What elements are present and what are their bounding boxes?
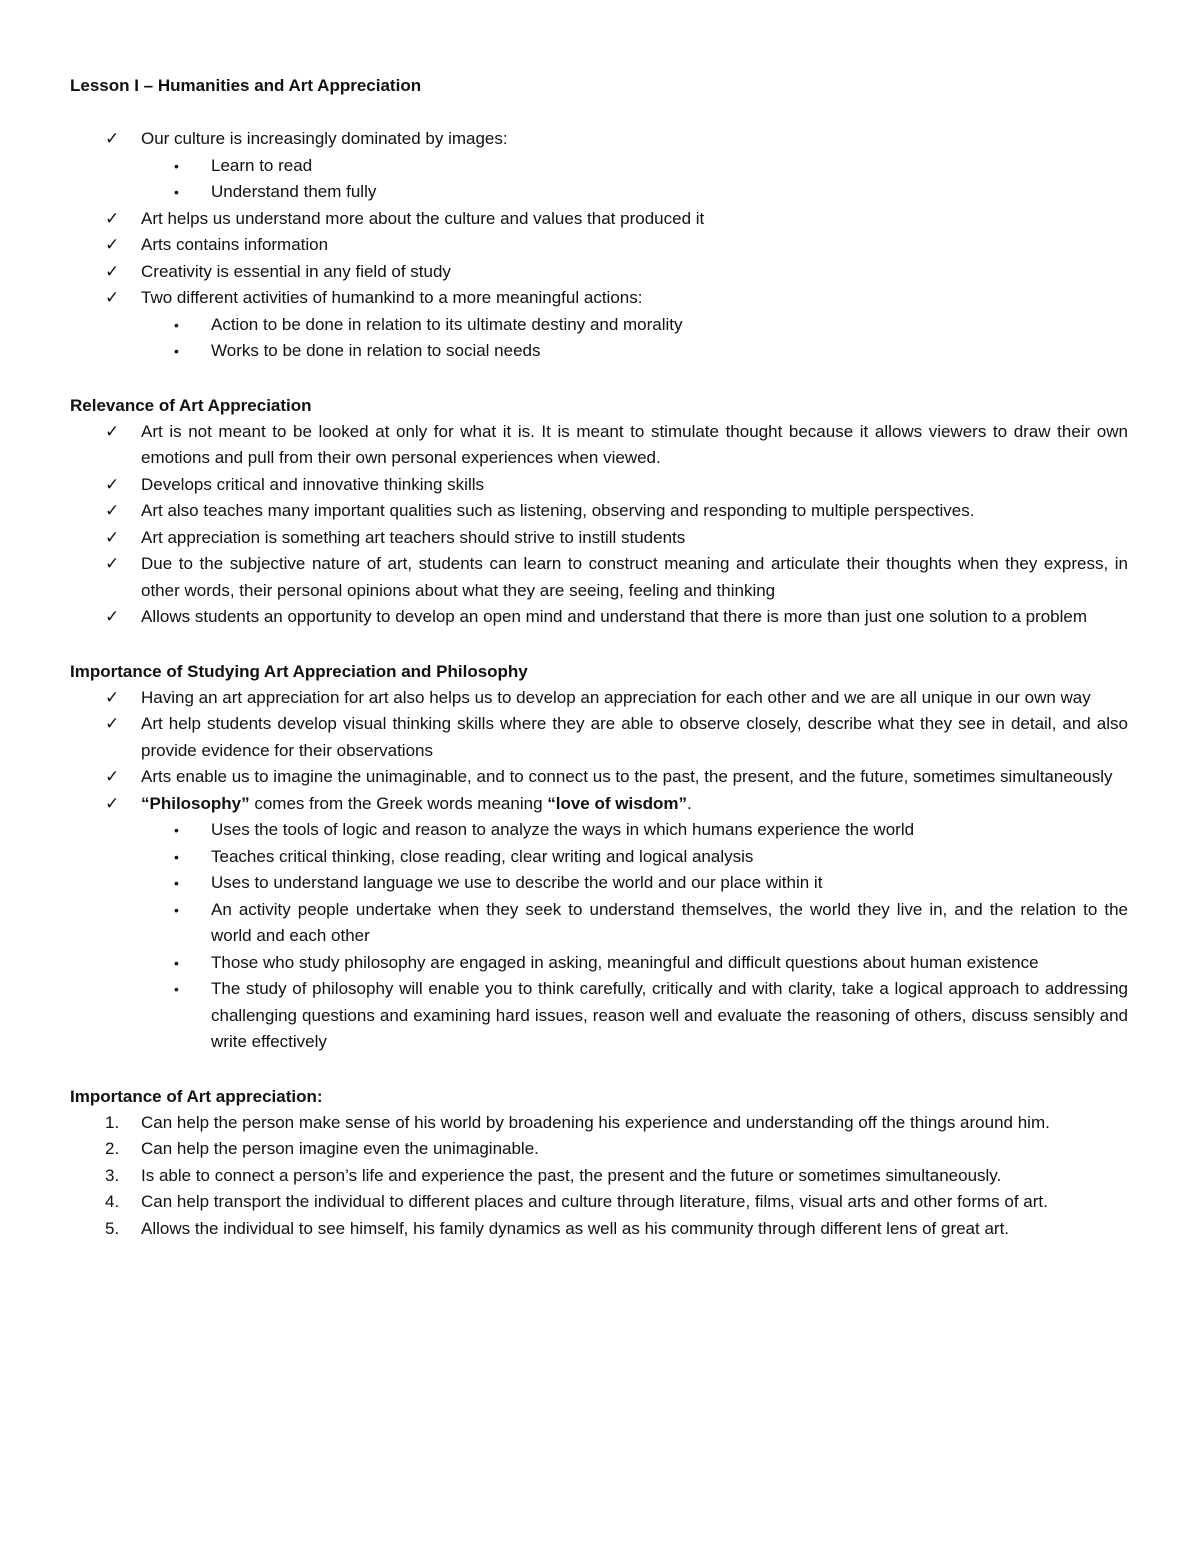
bullet-icon: • (174, 954, 179, 971)
item-number: 5. (105, 1218, 120, 1238)
list-item: ✓ Art helps us understand more about the culture and values that produced it (70, 206, 1128, 233)
bullet-icon: • (174, 848, 179, 865)
check-icon: ✓ (105, 129, 120, 148)
philosophy-meaning: “love of wisdom” (547, 793, 688, 813)
list-item: • Learn to read (70, 153, 1128, 180)
list-item: ✓ Develops critical and innovative thinking skills (70, 472, 1128, 499)
section-title-relevance: Relevance of Art Appreciation (70, 395, 312, 415)
numbered-item: 1. Can help the person make sense of his world by broadening his experience and understanding off the things around him. (70, 1110, 1128, 1137)
numbered-item: 2. Can help the person imagine even the unimaginable. (70, 1136, 1128, 1163)
section-title-importance: Importance of Art appreciation: (70, 1086, 323, 1106)
check-icon: ✓ (105, 288, 120, 307)
list-item: ✓ Arts contains information (70, 232, 1128, 259)
check-icon: ✓ (105, 235, 120, 254)
check-icon: ✓ (105, 554, 120, 573)
numbered-item: 5. Allows the individual to see himself, his family dynamics as well as his community through different lens of great art. (70, 1216, 1128, 1243)
item-number: 1. (105, 1112, 120, 1132)
list-item: ✓ Two different activities of humankind to a more meaningful actions: (70, 285, 1128, 312)
bullet-icon: • (174, 343, 179, 359)
list-item: • The study of philosophy will enable you to think carefully, critically and with clarity, take a logical approach to addressing challenging questions and examining hard issues, reason well and evaluate the reasoning of others, discuss sensibly and write effectively (70, 976, 1128, 1056)
list-item: ✓ Art appreciation is something art teachers should strive to instill students (70, 525, 1128, 552)
list-item: • Understand them fully (70, 179, 1128, 206)
bullet-icon: • (174, 184, 179, 200)
numbered-item: 4. Can help transport the individual to different places and culture through literature, films, visual arts and other forms of art. (70, 1189, 1128, 1216)
list-item: ✓ Arts enable us to imagine the unimaginable, and to connect us to the past, the present, and the future, sometimes simultaneously (70, 764, 1128, 791)
bullet-icon: • (174, 316, 179, 333)
item-number: 4. (105, 1192, 120, 1211)
check-icon: ✓ (105, 527, 120, 547)
check-icon: ✓ (105, 767, 120, 786)
check-icon: ✓ (105, 714, 120, 733)
check-icon: ✓ (105, 687, 120, 707)
list-item: ✓ Allows students an opportunity to develop an open mind and understand that there is more than just one solution to a problem (70, 604, 1128, 631)
list-item: ✓ Creativity is essential in any field of study (70, 259, 1128, 286)
lesson-title: Lesson I – Humanities and Art Appreciation (70, 76, 422, 95)
list-item: • Teaches critical thinking, close reading, clear writing and logical analysis (70, 844, 1128, 871)
list-item: ✓ Art is not meant to be looked at only for what it is. It is meant to stimulate thought because it allows viewers to draw their own emotions and pull from their own personal experiences when viewed. (70, 419, 1128, 472)
list-item: ✓ Art also teaches many important qualities such as listening, observing and responding to multiple perspectives. (70, 498, 1128, 525)
document-content (70, 72, 1128, 1242)
list-item: • Uses to understand language we use to describe the world and our place within it (70, 870, 1128, 897)
list-item: ✓ Our culture is increasingly dominated by images: (70, 126, 1128, 153)
list-item: • Uses the tools of logic and reason to analyze the ways in which humans experience the world (70, 817, 1128, 844)
item-number: 3. (105, 1165, 120, 1185)
list-item: ✓ Having an art appreciation for art also helps us to develop an appreciation for each other and we are all unique in our own way (70, 685, 1128, 712)
item-number: 2. (105, 1139, 120, 1158)
philosophy-term: “Philosophy” (141, 793, 250, 813)
list-item: • Works to be done in relation to social needs (70, 338, 1128, 365)
bullet-icon: • (174, 901, 179, 918)
list-item: • Those who study philosophy are engaged in asking, meaningful and difficult questions about human existence (70, 950, 1128, 977)
numbered-item: 3. Is able to connect a person’s life and experience the past, the present and the future or sometimes simultaneously. (70, 1163, 1128, 1190)
bullet-icon: • (174, 981, 179, 997)
bullet-icon: • (174, 875, 179, 891)
list-item: • An activity people undertake when they seek to understand themselves, the world they live in, and the relation to the world and each other (70, 897, 1128, 950)
list-item: ✓ Art help students develop visual thinking skills where they are able to observe closely, describe what they see in detail, and also provide evidence for their observations (70, 711, 1128, 764)
list-item: • Action to be done in relation to its ultimate destiny and morality (70, 312, 1128, 339)
list-item-philosophy: ✓ “Philosophy” comes from the Greek words meaning “love of wisdom”. (70, 791, 1128, 818)
check-icon: ✓ (105, 421, 120, 441)
check-icon: ✓ (105, 501, 120, 520)
check-icon: ✓ (105, 793, 120, 813)
check-icon: ✓ (105, 261, 120, 281)
list-item: ✓ Due to the subjective nature of art, students can learn to construct meaning and articulate their thoughts when they express, in other words, their personal opinions about what they are seeing, feeling and thinking (70, 551, 1128, 604)
check-icon: ✓ (105, 607, 120, 626)
bullet-icon: • (174, 822, 179, 838)
section-title-philosophy: Importance of Studying Art Appreciation and Philosophy (70, 661, 528, 681)
check-icon: ✓ (105, 474, 120, 494)
bullet-icon: • (174, 157, 179, 174)
check-icon: ✓ (105, 208, 120, 228)
